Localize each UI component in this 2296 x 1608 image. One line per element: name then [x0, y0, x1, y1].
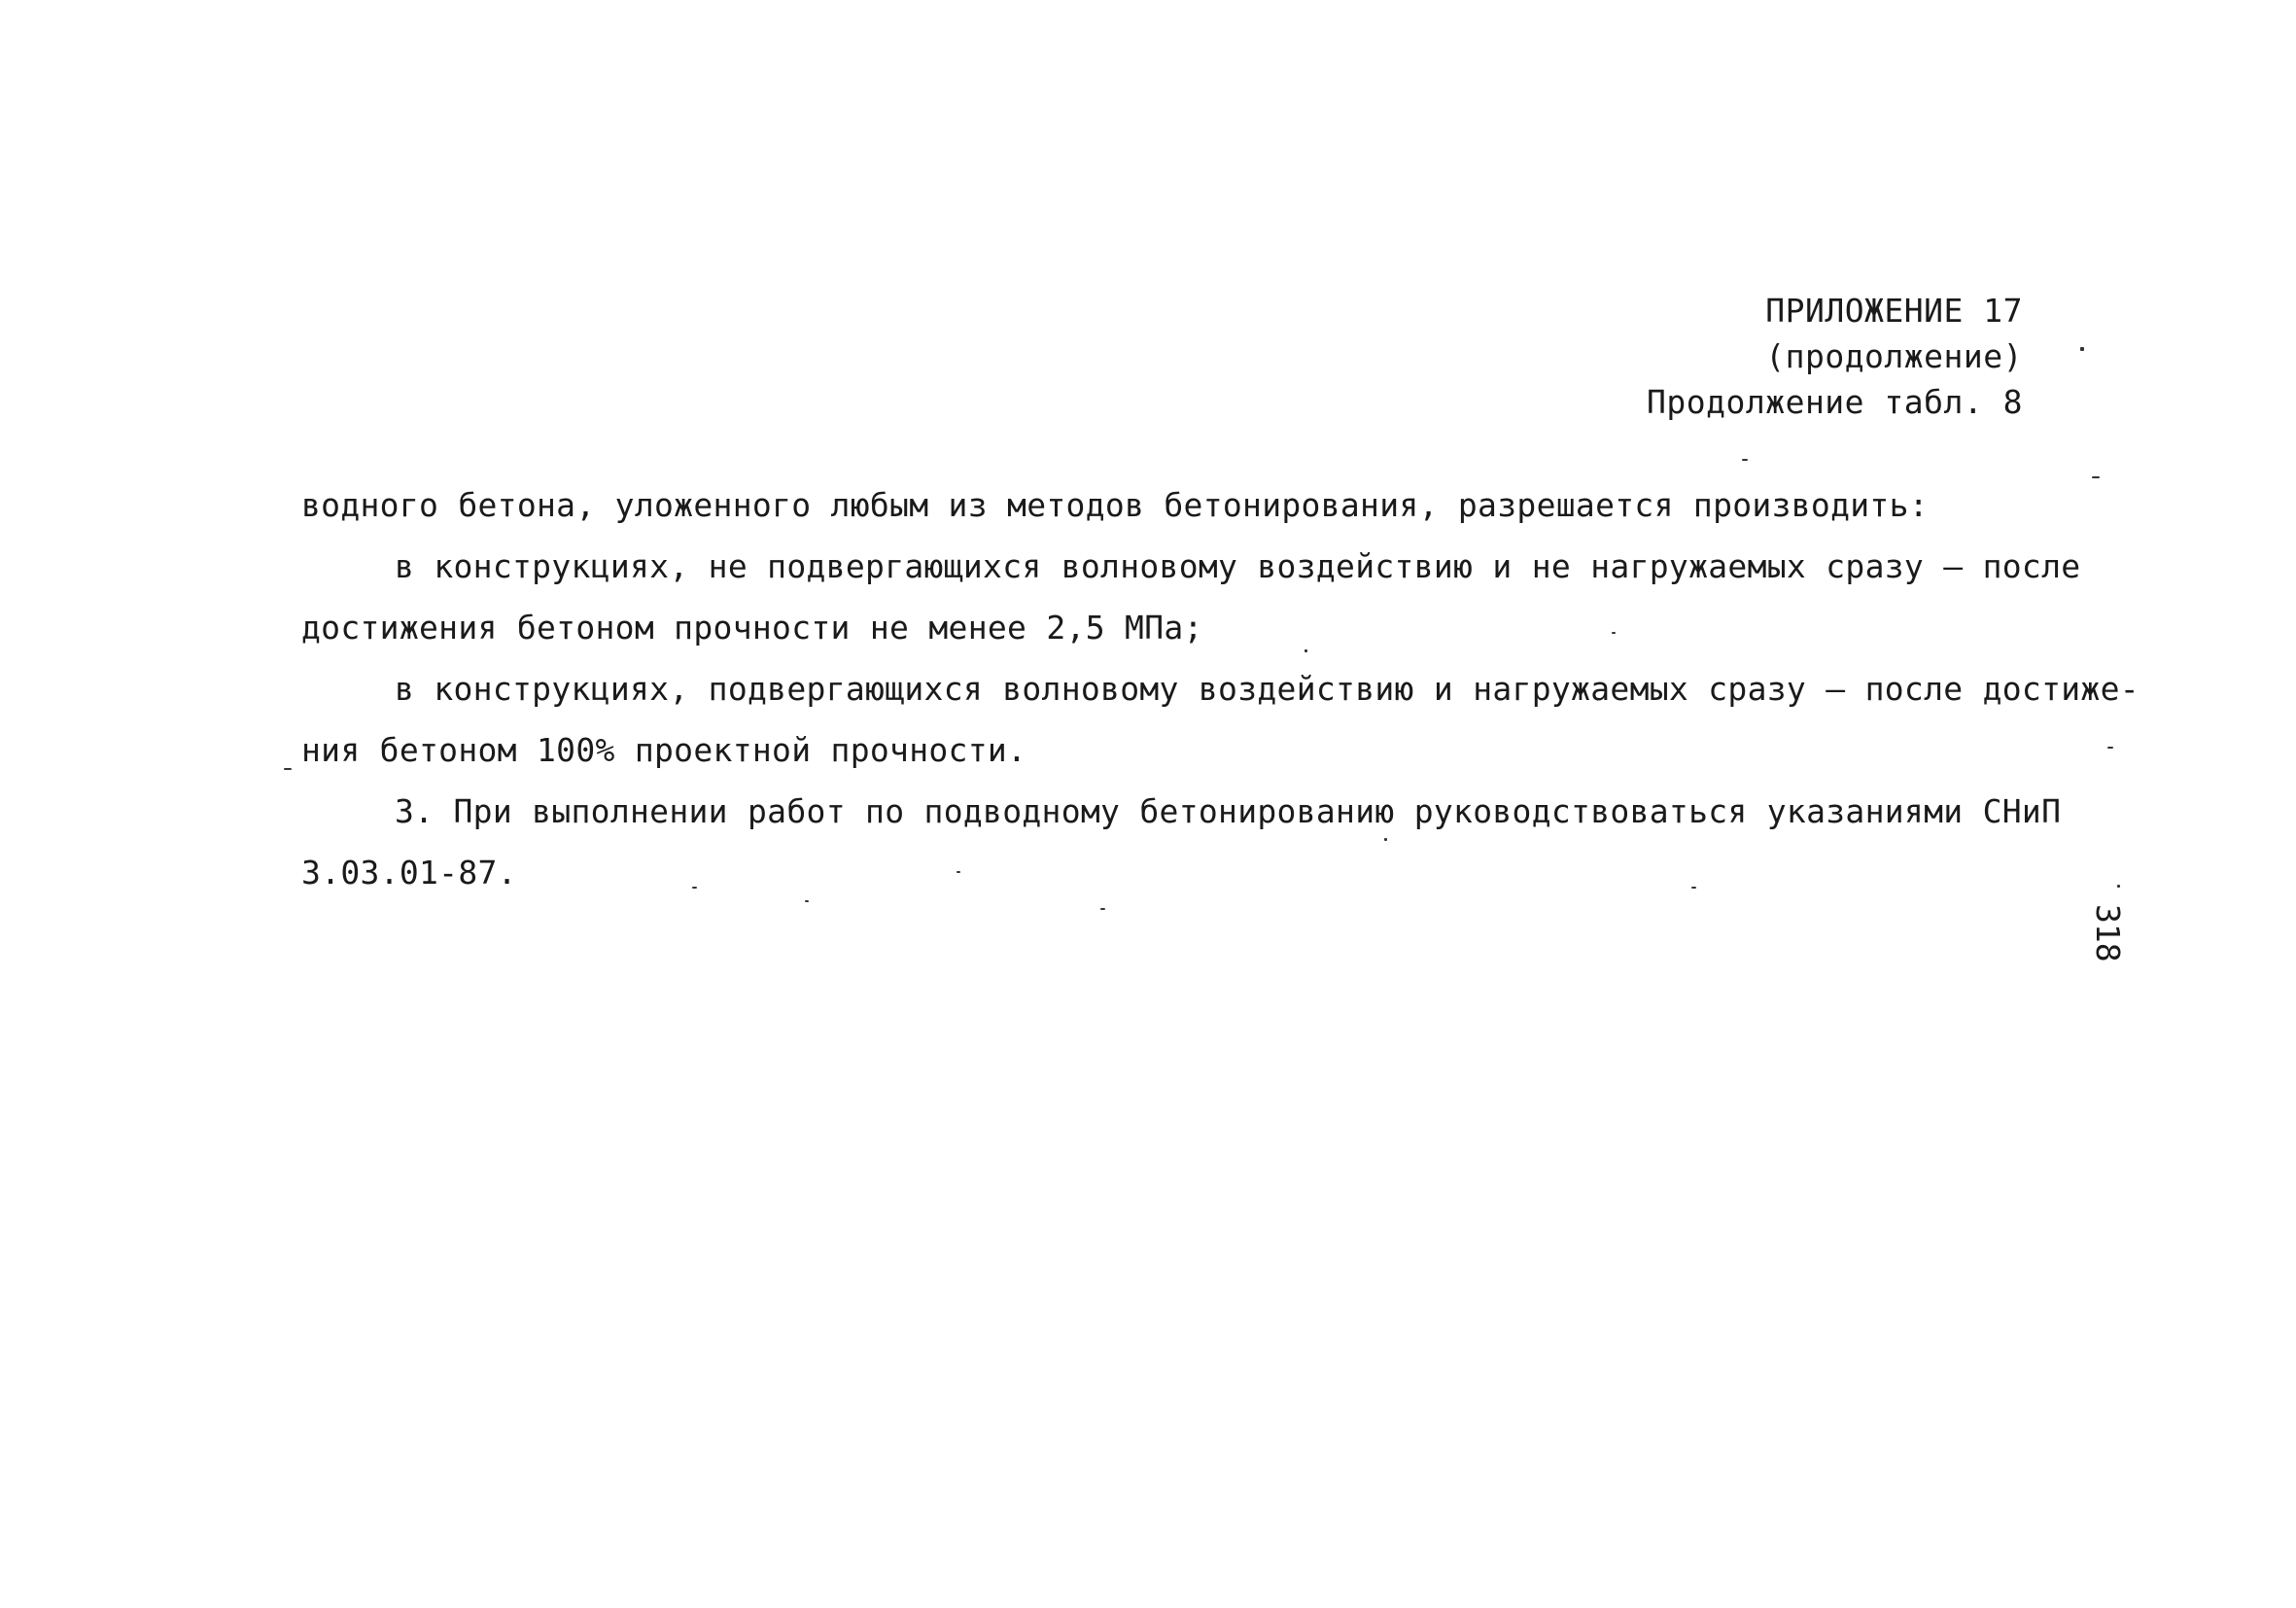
document-body: [301, 474, 2139, 903]
scan-speck: [957, 871, 960, 873]
scan-speck: [1100, 908, 1105, 910]
document-header: [1647, 288, 2023, 425]
page-number: 318: [2089, 904, 2127, 962]
scan-speck: [2080, 347, 2084, 351]
scan-speck: [1691, 887, 1696, 889]
scan-speck: [1384, 838, 1387, 841]
text-line-2: в конструкциях, не подвергающихся волновому воздействию и не нагружаемых сразу – после: [395, 547, 2081, 585]
continued-label: (продолжение): [1765, 337, 2023, 375]
scan-speck: [2092, 476, 2100, 478]
scan-speck: [2107, 747, 2113, 749]
scan-speck: [1612, 632, 1616, 634]
appendix-label: ПРИЛОЖЕНИЕ 17: [1765, 292, 2023, 330]
text-line-4: в конструкциях, подвергающихся волновому воздействию и нагружаемых сразу – после достиже-: [395, 670, 2139, 708]
table-continued-label: Продолжение табл. 8: [1647, 383, 2023, 421]
scan-speck: [2117, 885, 2120, 888]
text-line-3: достижения бетоном прочности не менее 2,5 МПа;: [301, 609, 1203, 647]
scan-speck: [805, 900, 809, 902]
scan-speck: [1305, 649, 1307, 652]
text-line-7: 3.03.01-87.: [301, 854, 517, 891]
scan-speck: [1742, 459, 1748, 461]
text-line-6: 3. При выполнении работ по подводному бетонированию руководствоваться указаниями СНиП: [395, 792, 2062, 830]
scan-speck: [692, 887, 697, 889]
scan-speck: [284, 768, 292, 770]
text-line-1: водного бетона, уложенного любым из методов бетонирования, разрешается производить:: [301, 486, 1929, 524]
text-line-5: ния бетоном 100% проектной прочности.: [301, 731, 1027, 769]
